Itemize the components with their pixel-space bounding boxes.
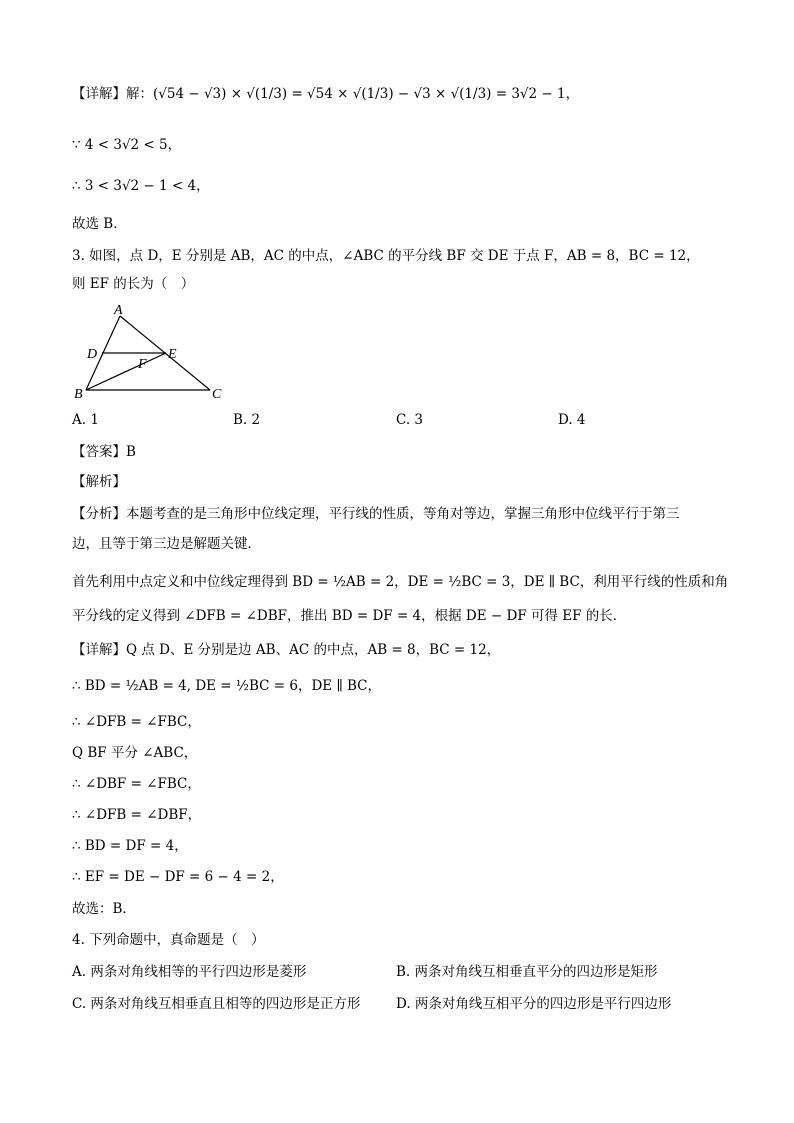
detail-line-3: ∴ ∠DFB = ∠FBC， [72, 714, 201, 730]
question-3-line-1: 3. 如图，点 D，E 分别是 AB，AC 的中点，∠ABC 的平分线 BF 交 DE 于点 F，AB = 8，BC = 12， [72, 248, 700, 264]
detail-line-2: ∴ BD = ½AB = 4, DE = ½BC = 6，DE ∥ BC， [72, 678, 381, 694]
q3-option-a: A. 1 [72, 412, 99, 428]
q4-option-a: A. 两条对角线相等的平行四边形是菱形 [72, 964, 307, 980]
analysis-line-1: 【分析】本题考查的是三角形中位线定理，平行线的性质，等角对等边，掌握三角形中位线平行于第三 [72, 506, 680, 522]
label-d: D [87, 347, 98, 362]
detail-line-7: ∴ BD = DF = 4， [72, 838, 188, 854]
solution-line-4: 故选 B． [72, 216, 127, 232]
solution-line-3: ∴ 3 < 3√2 − 1 < 4， [72, 178, 210, 194]
analysis-heading: 【解析】 [72, 474, 126, 490]
detail-line-9: 故选：B． [72, 901, 136, 917]
question-4: 4. 下列命题中，真命题是（ ） [72, 932, 265, 948]
detail-line-8: ∴ EF = DE − DF = 6 − 4 = 2， [72, 869, 284, 885]
detail-line-1: 【详解】Q 点 D、E 分别是边 AB、AC 的中点，AB = 8，BC = 12， [72, 642, 501, 658]
label-f: F [138, 357, 147, 372]
question-3-line-2: 则 EF 的长为（ ） [72, 276, 195, 292]
label-a: A [114, 303, 123, 318]
q3-option-c: C. 3 [396, 412, 424, 428]
answer-line: 【答案】B [72, 444, 136, 460]
label-c: C [212, 387, 222, 402]
label-e: E [168, 347, 177, 362]
detail-line-5: ∴ ∠DBF = ∠FBC， [72, 776, 201, 792]
approach-line-1: 首先利用中点定义和中位线定理得到 BD = ½AB = 2，DE = ½BC = 3，DE ∥ BC，利用平行线的性质和角 [72, 574, 729, 590]
label-b: B [74, 387, 83, 402]
solution-line-1: 【详解】解：(√54 − √3) × √(1/3) = √54 × √(1/3) − √3 × √(1/3) = 3√2 − 1， [72, 86, 580, 102]
q4-option-d: D. 两条对角线互相平分的四边形是平行四边形 [396, 996, 672, 1012]
approach-line-2: 平分线的定义得到 ∠DFB = ∠DBF，推出 BD = DF = 4，根据 DE − DF 可得 EF 的长． [72, 608, 627, 624]
solution-line-2: ∵ 4 < 3√2 < 5， [72, 137, 182, 153]
triangle-figure [72, 300, 232, 408]
analysis-line-2: 边，且等于第三边是解题关键． [72, 536, 261, 552]
segment-bf [86, 353, 166, 390]
detail-line-6: ∴ ∠DFB = ∠DBF， [72, 807, 202, 823]
q3-option-d: D. 4 [558, 412, 586, 428]
q4-option-b: B. 两条对角线互相垂直平分的四边形是矩形 [396, 964, 658, 980]
detail-line-4: Q BF 平分 ∠ABC， [72, 745, 198, 761]
q4-option-c: C. 两条对角线互相垂直且相等的四边形是正方形 [72, 996, 361, 1012]
q3-option-b: B. 2 [233, 412, 261, 428]
